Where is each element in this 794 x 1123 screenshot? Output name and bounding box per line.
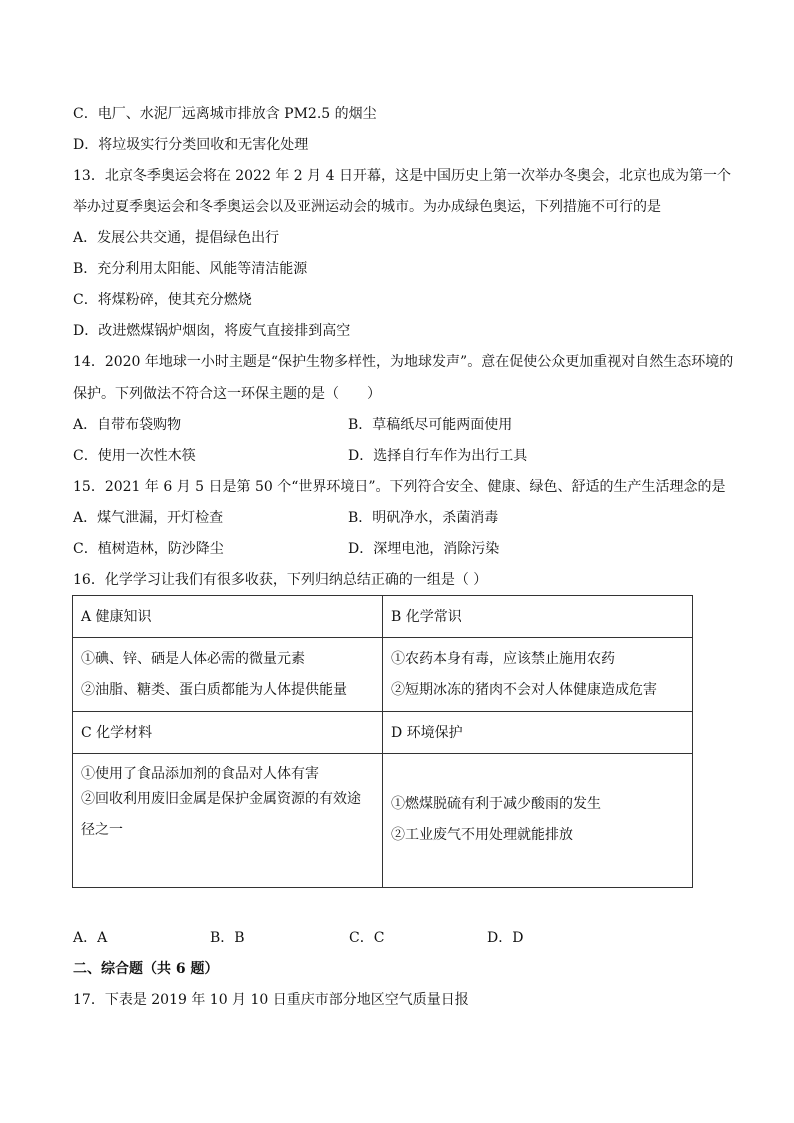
cell-a-content — [73, 638, 383, 712]
cell-d-content — [383, 754, 693, 888]
q14-option-c: C．使用一次性木筷 — [73, 448, 196, 464]
cell-b-content — [383, 638, 693, 712]
q13-stem-line2: 举办过夏季奥运会和冬季奥运会以及亚洲运动会的城市。为办成绿色奥运，下列措施不可行的是 — [73, 199, 661, 215]
q17-stem: 17．下表是 2019 年 10 月 10 日重庆市部分地区空气质量日报 — [73, 992, 469, 1008]
q12-option-c: C．电厂、水泥厂远离城市排放含 PM2.5 的烟尘 — [73, 106, 377, 122]
q15-option-d: D．深埋电池，消除污染 — [348, 541, 500, 557]
q15-option-b: B．明矾净水，杀菌消毒 — [348, 510, 499, 526]
c-item-1: ①使用了食品添加剂的食品对人体有害 — [81, 766, 319, 782]
q16-option-c: C．C — [349, 930, 385, 946]
d-item-2: ②工业废气不用处理就能排放 — [391, 827, 573, 843]
q13-stem-line1: 13．北京冬季奥运会将在 2022 年 2 月 4 日开幕，这是中国历史上第一次举办冬奥会，北京也成为第一个 — [73, 168, 731, 184]
q14-stem-line2: 保护。下列做法不符合这一环保主题的是（ ） — [73, 386, 381, 402]
c-item-2: ②回收利用废旧金属是保护金属资源的有效途径之一 — [81, 791, 361, 838]
q13-option-c: C．将煤粉碎，使其充分燃烧 — [73, 292, 252, 308]
q14-option-d: D．选择自行车作为出行工具 — [348, 448, 528, 464]
q13-option-b: B．充分利用太阳能、风能等清洁能源 — [73, 261, 308, 277]
q14-option-b: B．草稿纸尽可能两面使用 — [348, 417, 513, 433]
cell-b-header: B 化学常识 — [383, 596, 693, 638]
cell-a-header: A 健康知识 — [73, 596, 383, 638]
summary-table — [72, 595, 693, 888]
q15-option-c: C．植树造林，防沙降尘 — [73, 541, 224, 557]
b-item-2: ②短期冰冻的猪肉不会对人体健康造成危害 — [391, 682, 657, 698]
q16-option-a: A．A — [73, 930, 108, 946]
cell-c-header: C 化学材料 — [73, 712, 383, 754]
b-item-1: ①农药本身有毒，应该禁止施用农药 — [391, 651, 615, 667]
q16-stem: 16．化学学习让我们有很多收获，下列归纳总结正确的一组是（ ） — [73, 572, 488, 588]
q14-option-a: A．自带布袋购物 — [73, 417, 182, 433]
cell-c-content — [73, 754, 383, 888]
q13-option-a: A．发展公共交通，提倡绿色出行 — [73, 230, 280, 246]
q14-stem-line1: 14．2020 年地球一小时主题是“保护生物多样性，为地球发声”。意在促使公众更加重视对自然生态环境的 — [73, 354, 734, 370]
section-heading: 二、综合题（共 6 题） — [73, 961, 219, 977]
d-item-1: ①燃煤脱硫有利于减少酸雨的发生 — [391, 796, 601, 812]
a-item-2: ②油脂、糖类、蛋白质都能为人体提供能量 — [81, 682, 347, 698]
a-item-1: ①碘、锌、硒是人体必需的微量元素 — [81, 651, 305, 667]
cell-d-header: D 环境保护 — [383, 712, 693, 754]
q16-option-d: D．D — [487, 930, 524, 946]
q15-option-a: A．煤气泄漏，开灯检查 — [73, 510, 224, 526]
q12-option-d: D．将垃圾实行分类回收和无害化处理 — [73, 137, 309, 153]
q16-option-b: B．B — [210, 930, 245, 946]
q13-option-d: D．改进燃煤锅炉烟囱，将废气直接排到高空 — [73, 323, 351, 339]
q15-stem: 15．2021 年 6 月 5 日是第 50 个“世界环境日”。下列符合安全、健康、绿色、舒适的生产生活理念的是 — [73, 479, 726, 495]
